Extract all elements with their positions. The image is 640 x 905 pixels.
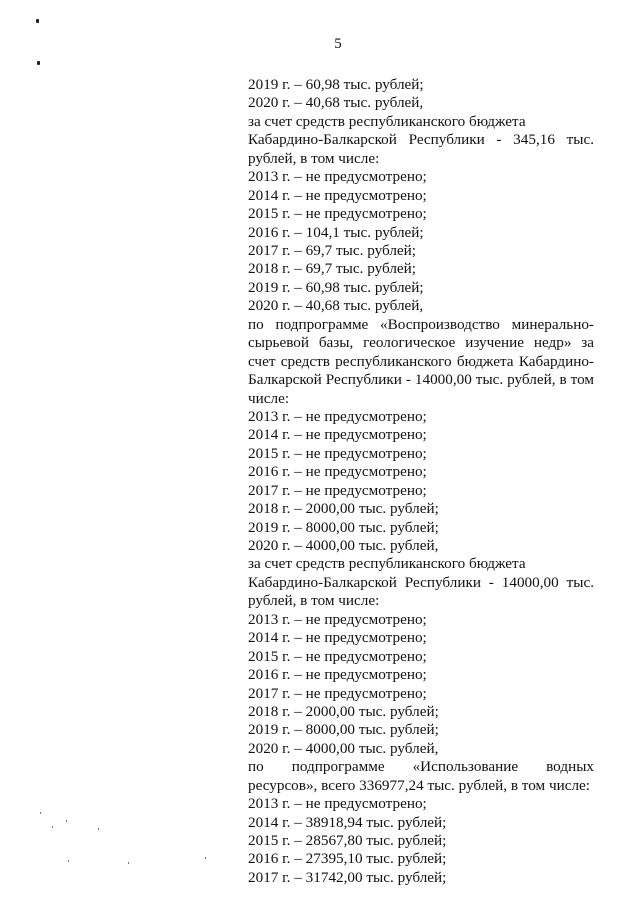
text-line: Кабардино-Балкарской Республики - 14000,00 тыс. bbox=[248, 573, 594, 591]
text-line: 2015 г. – не предусмотрено; bbox=[248, 647, 427, 665]
text-line: 2016 г. – не предусмотрено; bbox=[248, 463, 427, 481]
subprogram-water-paragraph: по подпрограмме «Использование водных ресурсов», всего 336977,24 тыс. рублей, в том числе: bbox=[248, 758, 594, 794]
text-line: 2014 г. – не предусмотрено; bbox=[248, 629, 427, 647]
text-line: 2013 г. – не предусмотрено; bbox=[248, 407, 427, 425]
text-line: 2015 г. – не предусмотрено; bbox=[248, 205, 427, 223]
text-line: 2019 г. – 60,98 тыс. рублей; bbox=[248, 278, 424, 296]
scan-artifact-dot bbox=[37, 61, 40, 65]
text-line: 2017 г. – 31742,00 тыс. рублей; bbox=[248, 868, 447, 886]
text-line: 2020 г. – 40,68 тыс. рублей, bbox=[248, 94, 424, 112]
scan-artifact-speck bbox=[40, 812, 41, 814]
text-line: 2014 г. – не предусмотрено; bbox=[248, 186, 427, 204]
text-line: 2020 г. – 4000,00 тыс. рублей, bbox=[248, 537, 439, 555]
subprogram-mineral-paragraph: по подпрограмме «Воспроизводство минерально-сырьевой базы, геологическое изучение недр» за счет средств республиканского бюджета Кабардино-Балкарской Республики - 14000,00 тыс. рублей, в том числе: bbox=[248, 315, 594, 407]
text-line: 2013 г. – не предусмотрено; bbox=[248, 795, 427, 813]
scan-artifact-dot bbox=[36, 19, 39, 23]
scan-artifact-speck bbox=[128, 862, 129, 864]
text-line: за счет средств республиканского бюджета bbox=[248, 555, 526, 573]
text-line: 2014 г. – 38918,94 тыс. рублей; bbox=[248, 813, 447, 831]
text-line: 2017 г. – 69,7 тыс. рублей; bbox=[248, 241, 417, 259]
text-line: 2020 г. – 40,68 тыс. рублей, bbox=[248, 297, 424, 315]
text-line: рублей, в том числе: bbox=[248, 592, 380, 610]
text-line: 2016 г. – 27395,10 тыс. рублей; bbox=[248, 850, 447, 868]
text-line: 2015 г. – не предусмотрено; bbox=[248, 444, 427, 462]
text-line: Кабардино-Балкарской Республики - 345,16 тыс. bbox=[248, 131, 594, 149]
text-line: 2014 г. – не предусмотрено; bbox=[248, 426, 427, 444]
text-line: 2017 г. – не предусмотрено; bbox=[248, 481, 427, 499]
document-body bbox=[248, 76, 594, 887]
text-line: 2020 г. – 4000,00 тыс. рублей, bbox=[248, 739, 439, 757]
text-line: 2019 г. – 8000,00 тыс. рублей; bbox=[248, 518, 439, 536]
text-line: за счет средств республиканского бюджета bbox=[248, 112, 526, 130]
text-line: 2017 г. – не предусмотрено; bbox=[248, 684, 427, 702]
text-line: 2018 г. – 69,7 тыс. рублей; bbox=[248, 260, 417, 278]
text-line: 2013 г. – не предусмотрено; bbox=[248, 168, 427, 186]
text-line: 2015 г. – 28567,80 тыс. рублей; bbox=[248, 832, 447, 850]
scan-artifact-speck bbox=[205, 857, 206, 859]
text-line: 2016 г. – 104,1 тыс. рублей; bbox=[248, 223, 424, 241]
text-line: 2018 г. – 2000,00 тыс. рублей; bbox=[248, 500, 439, 518]
scan-artifact-speck bbox=[52, 826, 53, 828]
text-line: рублей, в том числе: bbox=[248, 149, 380, 167]
page-number: 5 bbox=[334, 36, 342, 52]
scan-artifact-speck bbox=[68, 860, 69, 862]
text-line: 2019 г. – 60,98 тыс. рублей; bbox=[248, 76, 424, 93]
text-line: 2013 г. – не предусмотрено; bbox=[248, 610, 427, 628]
text-line: 2018 г. – 2000,00 тыс. рублей; bbox=[248, 702, 439, 720]
scan-artifact-speck bbox=[98, 828, 99, 830]
scan-artifact-speck bbox=[66, 820, 67, 822]
text-line: 2016 г. – не предусмотрено; bbox=[248, 666, 427, 684]
text-line: 2019 г. – 8000,00 тыс. рублей; bbox=[248, 721, 439, 739]
